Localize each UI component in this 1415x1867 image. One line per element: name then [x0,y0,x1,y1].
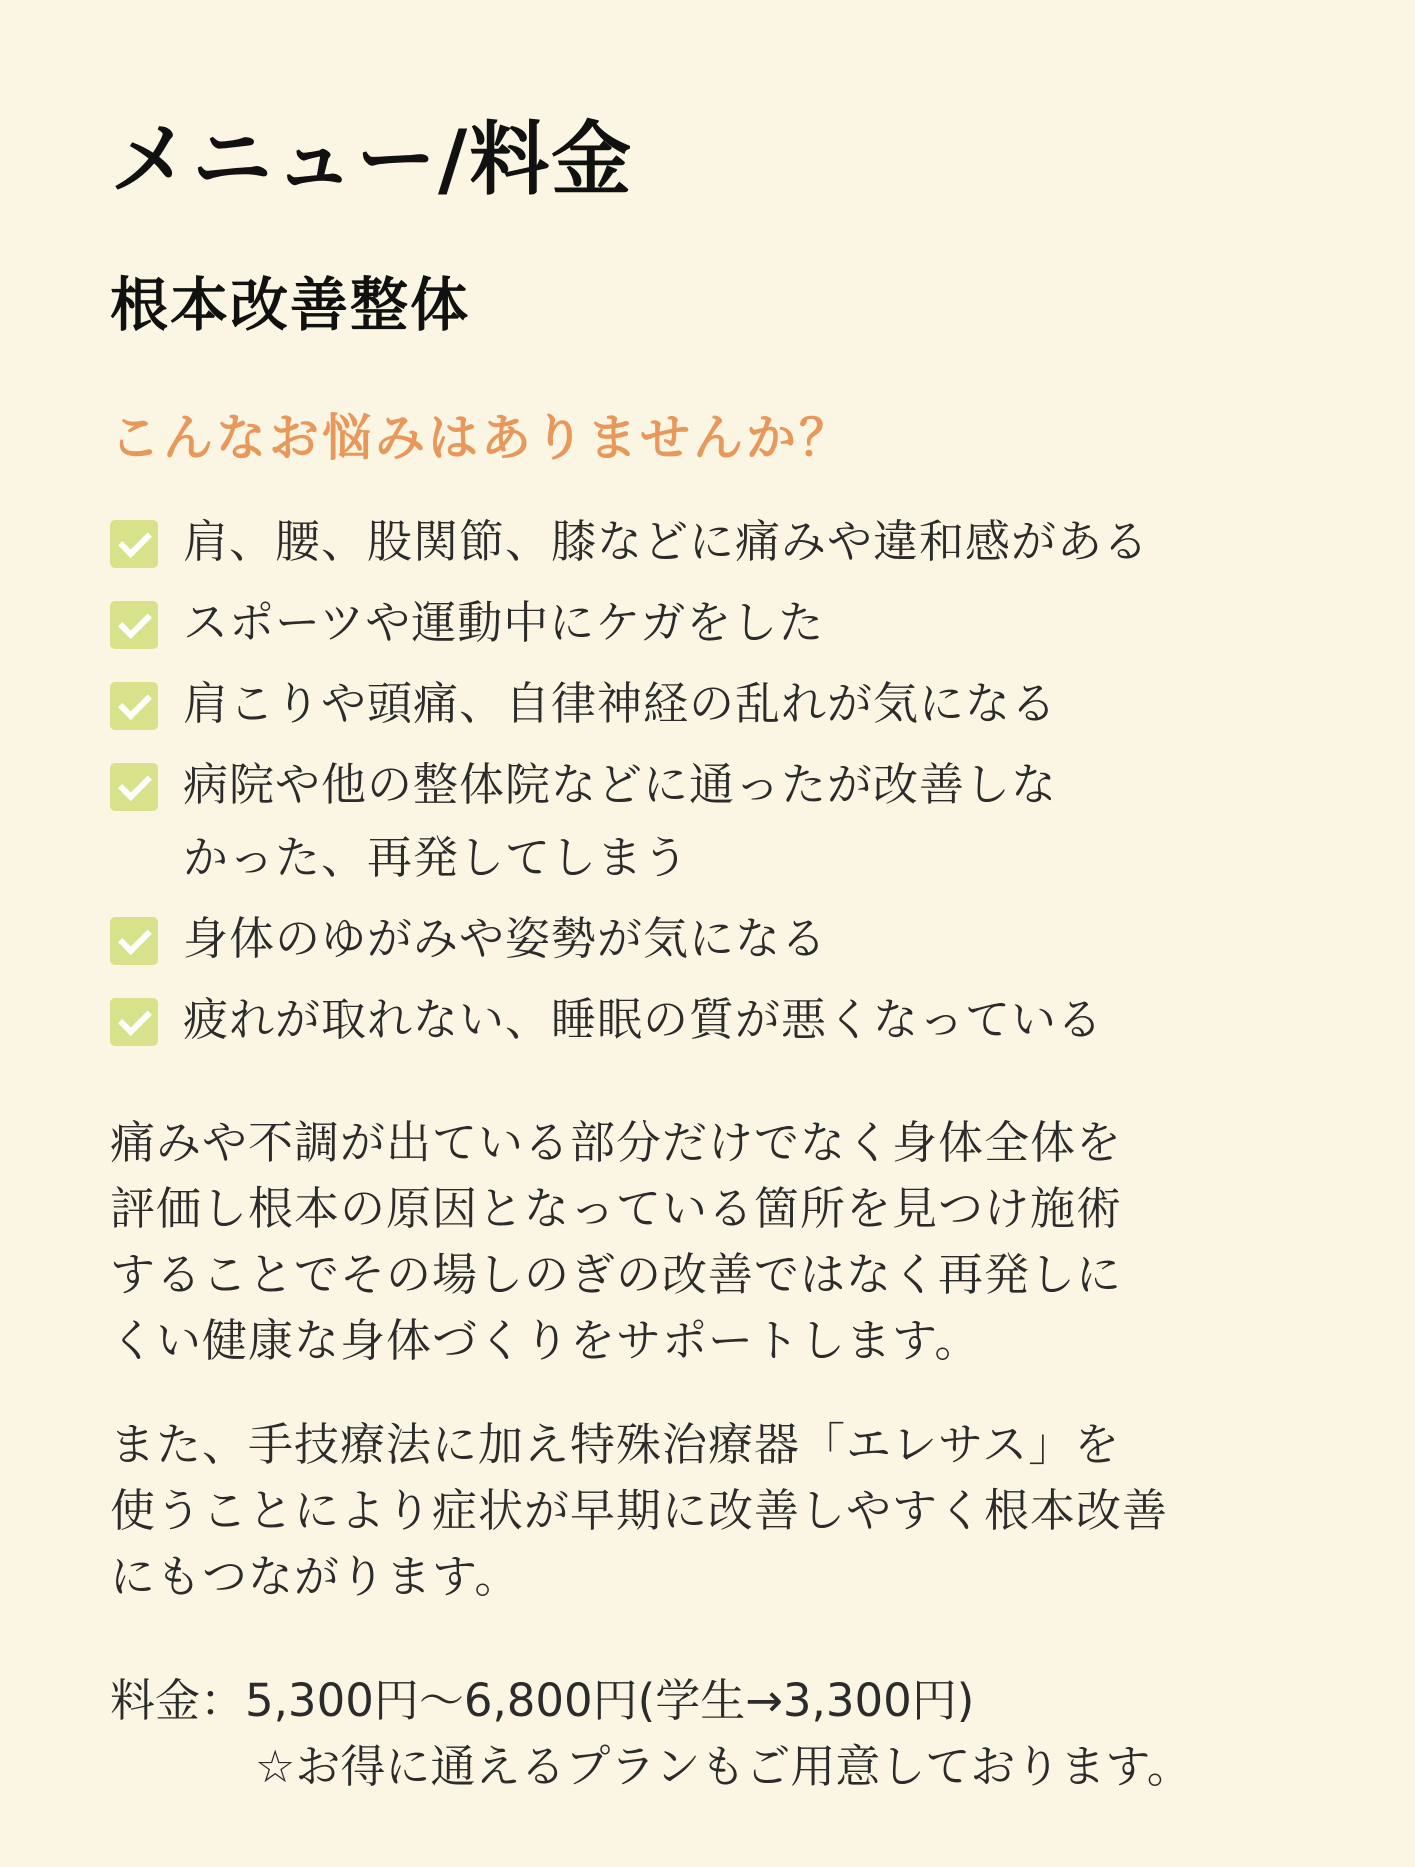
checklist-item [110,505,1149,578]
checklist-item-text: かった、再発してしまう [183,831,690,884]
description-paragraph [110,1110,1122,1374]
checklist-item [110,902,1149,975]
checklist-item-text: 疲れが取れない、睡眠の質が悪くなっている [183,993,1104,1046]
price-text: 料金：5,300円〜6,800円(学生→3,300円) [110,1674,975,1727]
section-title: 根本改善整体 [110,271,471,339]
checklist-item-text: 肩、腰、股関節、膝などに痛みや違和感がある [183,515,1150,568]
description-line: くい健康な身体づくりをサポートします。 [110,1314,981,1367]
description-paragraph [110,1412,1168,1610]
concerns-checklist [110,505,1149,1064]
checklist-item [110,586,1149,659]
description-line: 評価し根本の原因となっている箇所を見つけ施術 [110,1182,1123,1235]
concerns-question: こんなお悩みはありませんか？ [110,409,852,467]
checkbox-checked-icon [110,520,158,568]
description-line: また、手技療法に加え特殊治療器「エレサス」を [110,1418,1121,1471]
checklist-item-text: スポーツや運動中にケガをした [183,596,825,649]
description-line: 使うことにより症状が早期に改善しやすく根本改善 [110,1484,1169,1537]
page-title: メニュー/料金 [110,113,634,206]
checkbox-checked-icon [110,682,158,730]
description-line: することでその場しのぎの改善ではなく再発しに [110,1248,1123,1301]
checklist-item-text: 病院や他の整体院などに通ったが改善しな [183,758,1058,811]
description-line: 痛みや不調が出ている部分だけでなく身体全体を [110,1116,1123,1169]
checkbox-checked-icon [110,763,158,811]
checklist-item-text: 身体のゆがみや姿勢が気になる [183,912,828,965]
checklist-item [110,748,1149,894]
description-line: にもつながります。 [110,1550,521,1603]
checklist-item [110,667,1149,740]
checkbox-checked-icon [110,917,158,965]
price-note: ☆お得に通えるプランもご用意しております。 [255,1740,1192,1793]
checklist-item-text: 肩こりや頭痛、自律神経の乱れが気になる [183,677,1058,730]
checkbox-checked-icon [110,601,158,649]
checkbox-checked-icon [110,998,158,1046]
checklist-item [110,983,1149,1056]
